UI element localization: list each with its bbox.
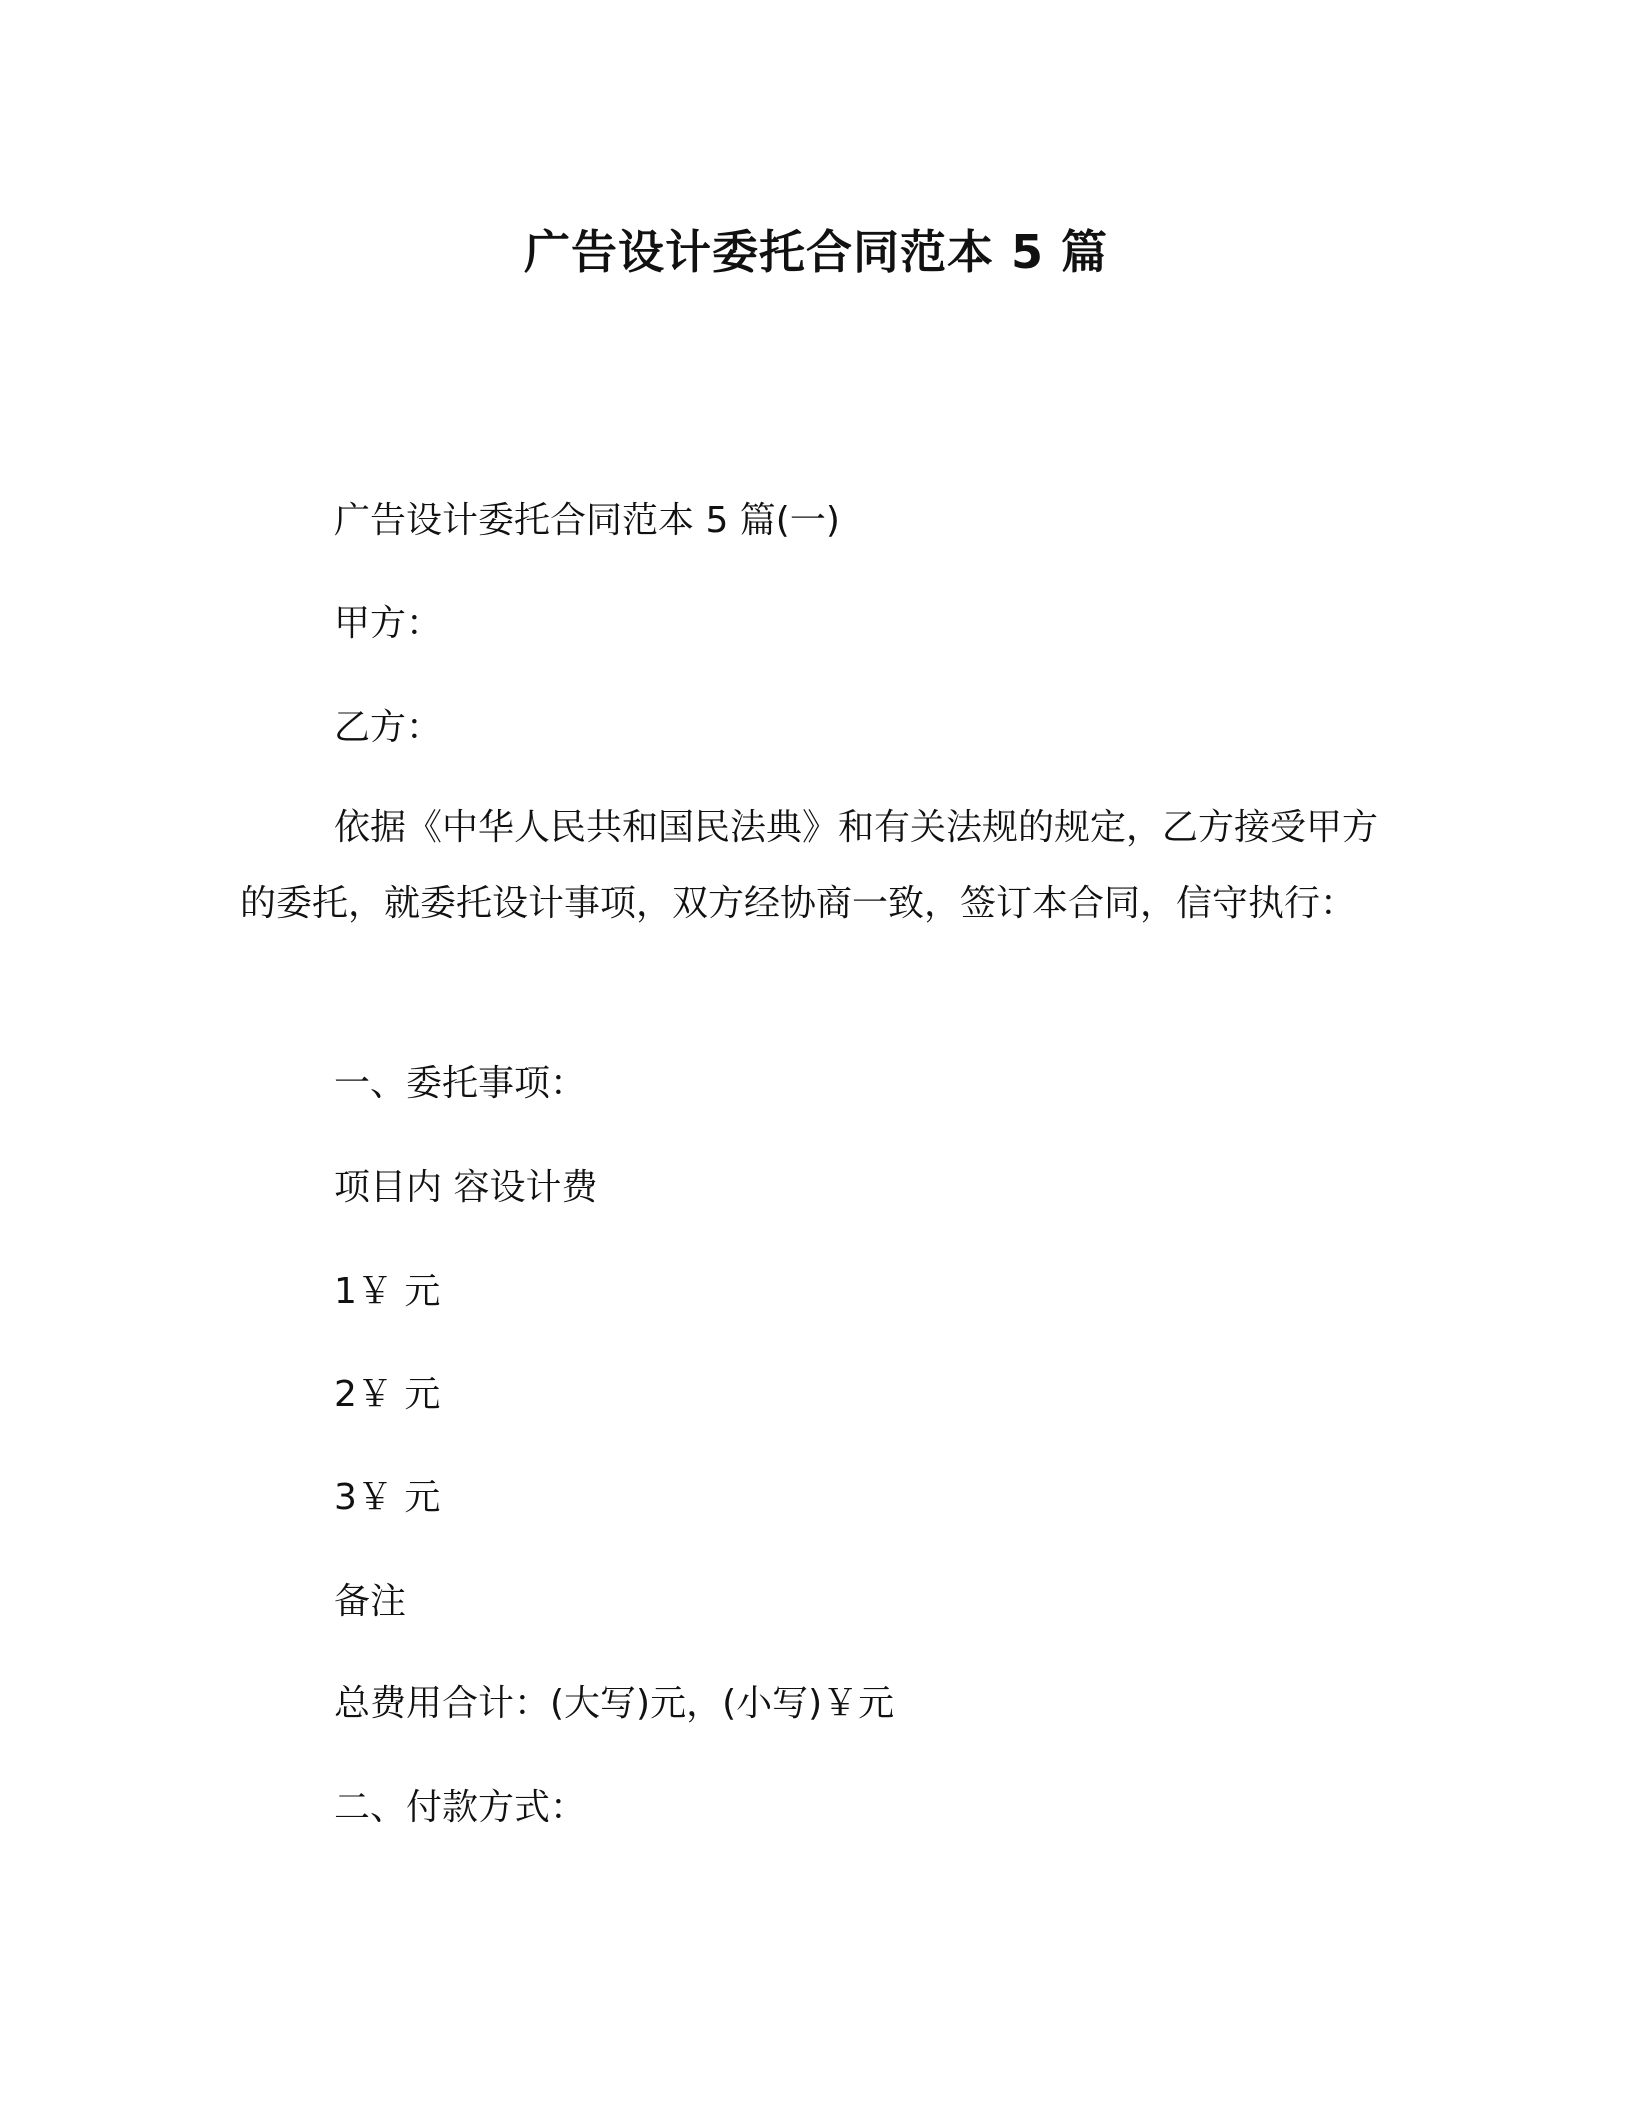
fee-table-header: 项目内 容设计费 <box>334 1167 598 1208</box>
total-fee-line: 总费用合计：(大写)元，(小写)￥元 <box>334 1683 895 1724</box>
fee-item-2: 2￥ 元 <box>334 1374 441 1415</box>
remark-label: 备注 <box>334 1581 407 1622</box>
document-title: 广告设计委托合同范本 5 篇 <box>523 225 1109 279</box>
intro-paragraph: 依据《中华人民共和国民法典》和有关法规的规定，乙方接受甲方的委托，就委托设计事项，双方经协商一致，签订本合同，信守执行： <box>240 807 1379 924</box>
party-a-label: 甲方： <box>334 603 443 644</box>
intro-paragraph-block <box>240 790 1390 942</box>
section-1-heading: 一、委托事项： <box>334 1063 587 1104</box>
fee-item-1: 1￥ 元 <box>334 1271 441 1312</box>
party-b-label: 乙方： <box>334 707 443 748</box>
fee-item-3: 3￥ 元 <box>334 1477 441 1518</box>
section-2-heading: 二、付款方式： <box>334 1787 587 1828</box>
contract-subtitle: 广告设计委托合同范本 5 篇(一) <box>334 500 840 541</box>
